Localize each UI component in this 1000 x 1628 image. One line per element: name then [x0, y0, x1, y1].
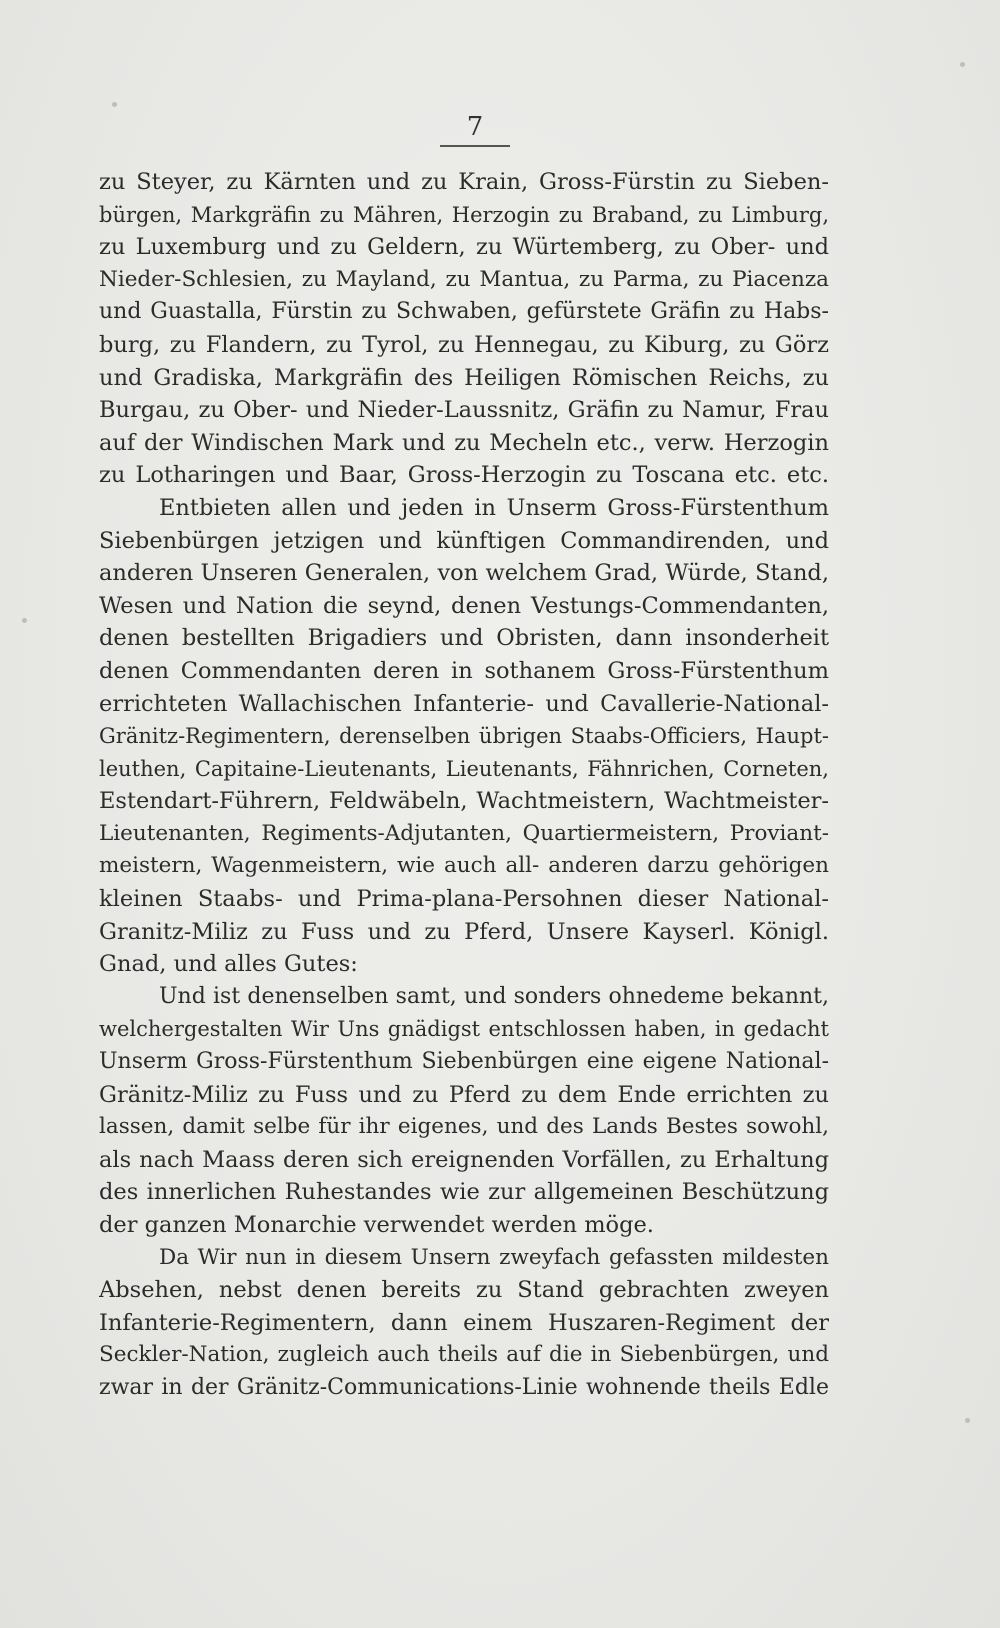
text-line: Nieder-Schlesien, zu Mayland, zu Mantua, zu Parma, zu Piacenza	[99, 266, 829, 292]
text-line: zu Steyer, zu Kärnten und zu Krain, Gross-Fürstin zu Sieben-	[99, 169, 829, 195]
text-line: Granitz-Miliz zu Fuss und zu Pferd, Unsere Kayserl. Königl.	[99, 918, 829, 945]
text-line: welchergestalten Wir Uns gnädigst entschlossen haben, in gedacht	[99, 1017, 829, 1042]
text-line: als nach Maass deren sich ereignenden Vorfällen, zu Erhaltung	[99, 1146, 829, 1173]
text-line: Wesen und Nation die seynd, denen Vestungs-Commendanten,	[99, 592, 829, 619]
text-line: Unserm Gross-Fürstenthum Siebenbürgen eine eigene National-	[99, 1049, 829, 1075]
text-line: Burgau, zu Ober- und Nieder-Laussnitz, Gräfin zu Namur, Frau	[99, 397, 829, 424]
text-line: leuthen, Capitaine-Lieutenants, Lieutenants, Fähnrichen, Corneten,	[99, 756, 829, 781]
text-line: anderen Unseren Generalen, von welchem Grad, Würde, Stand,	[99, 560, 829, 587]
text-line: und Guastalla, Fürstin zu Schwaben, gefürstete Gräfin zu Habs-	[99, 299, 829, 325]
text-line: denen Commendanten deren in sothanem Gross-Fürstenthum	[99, 657, 829, 684]
paragraph-end-line: Gnad, und alles Gutes:	[99, 951, 358, 978]
text-line: lassen, damit selbe für ihr eigenes, und des Lands Bestes sowohl,	[99, 1114, 829, 1140]
text-line: Infanterie-Regimentern, dann einem Huszaren-Regiment der	[99, 1309, 829, 1336]
text-line: meistern, Wagenmeistern, wie auch all- anderen darzu gehörigen	[99, 853, 829, 879]
text-line: Absehen, nebst denen bereits zu Stand gebrachten zweyen	[99, 1277, 829, 1304]
paper-speck	[22, 618, 27, 623]
text-line: errichteten Wallachischen Infanterie- und Cavallerie-National-	[99, 690, 829, 717]
text-line: denen bestellten Brigadiers und Obristen, dann insonderheit	[99, 625, 829, 652]
page-number: 7	[466, 112, 484, 142]
paper-speck	[960, 62, 965, 67]
text-line: zu Luxemburg und zu Geldern, zu Würtemberg, zu Ober- und	[99, 234, 829, 261]
text-line: Estendart-Führern, Feldwäbeln, Wachtmeistern, Wachtmeister-	[99, 788, 829, 815]
paragraph-start-line: Entbieten allen und jeden in Unserm Gross-Fürstenthum	[159, 494, 829, 521]
paragraph-start-line: Und ist denenselben samt, und sonders ohnedeme bekannt,	[159, 983, 829, 1009]
body-text	[99, 166, 829, 1405]
page-number-rule	[440, 145, 510, 147]
text-line: und Gradiska, Markgräfin des Heiligen Römischen Reichs, zu	[99, 364, 829, 391]
text-line: Seckler-Nation, zugleich auch theils auf die in Siebenbürgen, und	[99, 1342, 829, 1368]
text-line: Gränitz-Regimentern, derenselben übrigen Staabs-Officiers, Haupt-	[99, 724, 829, 749]
paragraph-start-line: Da Wir nun in diesem Unsern zweyfach gefassten mildesten	[159, 1244, 829, 1270]
text-line: auf der Windischen Mark und zu Mecheln etc., verw. Herzogin	[99, 429, 829, 456]
text-line: bürgen, Markgräfin zu Mähren, Herzogin zu Braband, zu Limburg,	[99, 202, 829, 227]
text-line: zu Lotharingen und Baar, Gross-Herzogin zu Toscana etc. etc.	[99, 462, 829, 489]
paper-speck	[112, 102, 117, 107]
paragraph-end-line: der ganzen Monarchie verwendet werden möge.	[99, 1212, 654, 1238]
text-line: zwar in der Gränitz-Communications-Linie wohnende theils Edle	[99, 1374, 829, 1400]
text-line: burg, zu Flandern, zu Tyrol, zu Hennegau, zu Kiburg, zu Görz	[99, 331, 829, 358]
text-line: Siebenbürgen jetzigen und künftigen Commandirenden, und	[99, 527, 829, 554]
text-line: des innerlichen Ruhestandes wie zur allgemeinen Beschützung	[99, 1179, 829, 1206]
text-line: kleinen Staabs- und Prima-plana-Persohnen dieser National-	[99, 886, 829, 913]
paper-speck	[965, 1418, 970, 1423]
text-line: Gränitz-Miliz zu Fuss und zu Pferd zu dem Ende errichten zu	[99, 1081, 829, 1108]
text-line: Lieutenanten, Regiments-Adjutanten, Quartiermeistern, Proviant-	[99, 820, 829, 846]
